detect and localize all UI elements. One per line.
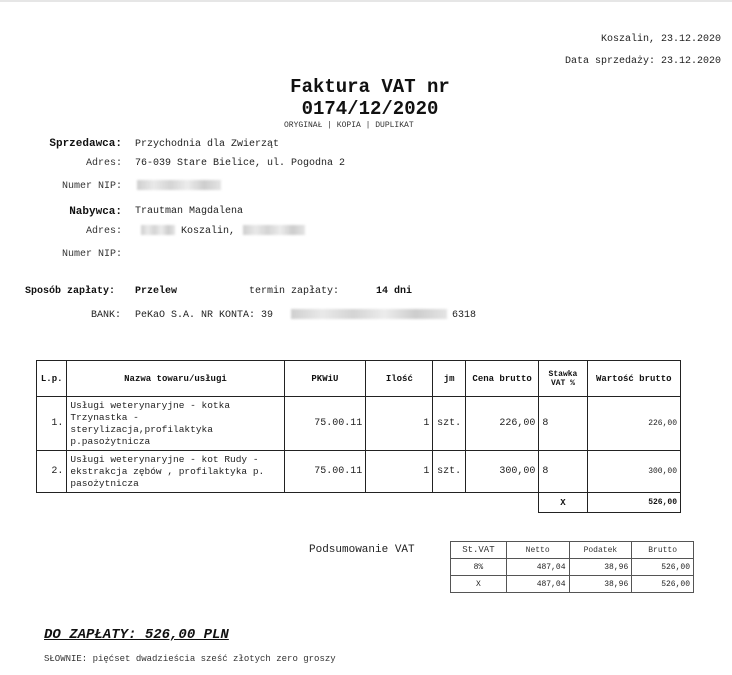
- vat-net: 487,04: [506, 559, 569, 576]
- row-unit: szt.: [433, 397, 466, 451]
- bank-label: BANK:: [91, 310, 122, 321]
- row-name: Usługi weterynaryjne - kotka Trzynastka - sterylizacja,profilaktyka p.pasożytnicza: [67, 397, 284, 451]
- vat-tax: 38,96: [569, 576, 632, 593]
- items-table: [36, 360, 681, 513]
- vat-rate: X: [451, 576, 507, 593]
- table-row: [37, 397, 681, 451]
- seller-name: Przychodnia dla Zwierząt: [135, 139, 280, 150]
- row-pkwiu: 75.00.11: [284, 397, 366, 451]
- vat-col-rate: St.VAT: [451, 542, 507, 559]
- vat-row: [451, 559, 694, 576]
- total-spacer: [37, 493, 539, 513]
- buyer-nip-label: Numer NIP:: [61, 249, 122, 260]
- buyer-address-label: Adres:: [85, 226, 122, 237]
- seller-address-label: Adres:: [85, 158, 122, 169]
- bank-account-prefix: PeKaO S.A. NR KONTA: 39: [135, 310, 274, 321]
- invoice-title: Faktura VAT nr: [290, 76, 450, 98]
- vat-header-row: [451, 542, 694, 559]
- row-qty: 1: [366, 451, 433, 493]
- buyer-street-redacted: [141, 225, 175, 237]
- payment-method-label: Sposób zapłaty:: [25, 286, 116, 297]
- seller-address: 76-039 Stare Bielice, ul. Pogodna 2: [135, 158, 346, 169]
- copy-types: ORYGINAŁ | KOPIA | DUPLIKAT: [284, 121, 414, 130]
- vat-tax: 38,96: [569, 559, 632, 576]
- payment-term: 14 dni: [376, 286, 413, 297]
- row-qty: 1: [366, 397, 433, 451]
- vat-summary-table: [450, 541, 694, 593]
- vat-gross: 526,00: [632, 576, 694, 593]
- row-lp: 1.: [37, 397, 67, 451]
- invoice-number: 0174/12/2020: [301, 98, 439, 120]
- col-lp: L.p.: [37, 361, 67, 397]
- sale-date: Data sprzedaży: 23.12.2020: [564, 56, 721, 67]
- vat-row: [451, 576, 694, 593]
- row-price: 300,00: [465, 451, 538, 493]
- row-unit: szt.: [433, 451, 466, 493]
- col-vat-rate: Stawka VAT %: [539, 361, 587, 397]
- vat-col-net: Netto: [506, 542, 569, 559]
- vat-net: 487,04: [506, 576, 569, 593]
- row-vat: 8: [539, 397, 587, 451]
- payment-method: Przelew: [135, 286, 178, 297]
- buyer-name: Trautman Magdalena: [135, 206, 244, 217]
- total-row: [37, 493, 681, 513]
- vat-rate: 8%: [451, 559, 507, 576]
- place-date: Koszalin, 23.12.2020: [600, 34, 721, 45]
- amount-due: DO ZAPŁATY: 526,00 PLN: [44, 627, 229, 643]
- buyer-label: Nabywca:: [69, 206, 122, 218]
- col-name: Nazwa towaru/usługi: [67, 361, 284, 397]
- col-unit: jm: [433, 361, 466, 397]
- row-lp: 2.: [37, 451, 67, 493]
- seller-nip-redacted: [137, 180, 221, 192]
- amount-in-words: SŁOWNIE: pięćset dwadzieścia sześć złotych zero groszy: [44, 654, 336, 664]
- col-value: Wartość brutto: [587, 361, 680, 397]
- items-header-row: [37, 361, 681, 397]
- top-border: [0, 0, 732, 2]
- bank-account-redacted: [291, 309, 447, 321]
- total-mark: X: [539, 493, 587, 513]
- vat-summary-label: Podsumowanie VAT: [309, 544, 415, 556]
- col-qty: Ilość: [366, 361, 433, 397]
- col-pkwiu: PKWiU: [284, 361, 366, 397]
- vat-col-gross: Brutto: [632, 542, 694, 559]
- buyer-city: Koszalin,: [181, 226, 236, 237]
- payment-term-label: termin zapłaty:: [249, 286, 340, 297]
- bank-account-suffix: 6318: [452, 310, 477, 321]
- vat-gross: 526,00: [632, 559, 694, 576]
- seller-nip-label: Numer NIP:: [61, 181, 122, 192]
- row-value: 300,00: [587, 451, 680, 493]
- vat-col-tax: Podatek: [569, 542, 632, 559]
- row-name: Usługi weterynaryjne - kot Rudy - ekstrakcja zębów , profilaktyka p. pasożytnicza: [67, 451, 284, 493]
- buyer-postal-redacted: [243, 225, 305, 237]
- row-vat: 8: [539, 451, 587, 493]
- row-pkwiu: 75.00.11: [284, 451, 366, 493]
- table-row: [37, 451, 681, 493]
- seller-label: Sprzedawca:: [49, 138, 122, 150]
- row-value: 226,00: [587, 397, 680, 451]
- col-price: Cena brutto: [465, 361, 538, 397]
- total-value: 526,00: [587, 493, 680, 513]
- row-price: 226,00: [465, 397, 538, 451]
